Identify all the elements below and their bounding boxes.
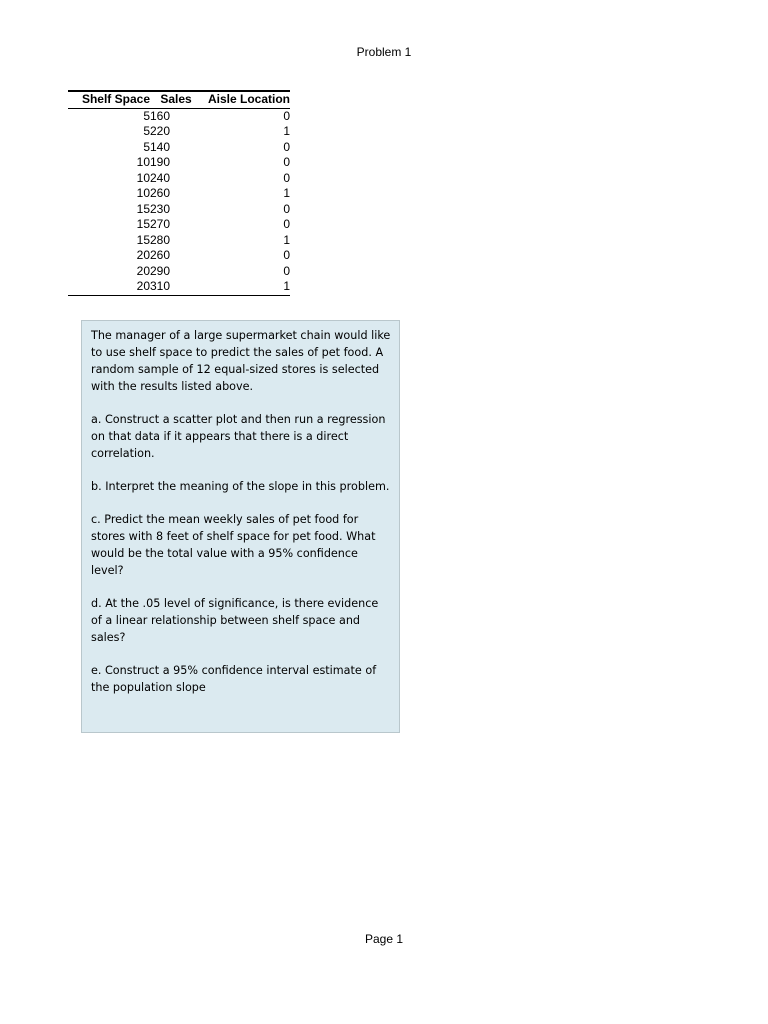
cell-sales: 160 [150,108,171,123]
cell-shelf-space: 15 [136,217,150,231]
table-header-row [68,91,290,108]
table-row [68,248,290,264]
cell-sales: 240 [150,170,171,185]
cell-aisle-location: 0 [283,155,290,169]
cell-aisle-location: 0 [283,263,290,278]
cell-sales: 280 [150,232,171,247]
table-row [68,155,290,171]
cell-aisle-location: 0 [283,217,290,231]
cell-aisle-location: 1 [283,124,290,138]
problem-text-box [81,320,400,733]
table-row [68,202,290,218]
cell-shelf-space: 5 [143,139,150,154]
table-row [68,140,290,156]
problem-intro: The manager of a large supermarket chain would like to use shelf space to predict the sales of pet food. A random sample of 12 equal-sized stores is selected with the results listed above. [91,329,391,393]
cell-sales: 290 [150,263,171,278]
cell-aisle-location: 1 [202,279,290,295]
cell-aisle-location: 0 [283,201,290,216]
question-c: c. Predict the mean weekly sales of pet food for stores with 8 feet of shelf space for pet food. What would be the total value with a 95% confidence level? [91,513,376,577]
cell-shelf-space: 15 [136,201,150,216]
cell-aisle-location: 1 [283,232,290,247]
cell-sales: 260 [150,186,171,200]
data-table [68,90,290,296]
cell-shelf-space: 20 [136,248,150,262]
question-d: d. At the .05 level of significance, is there evidence of a linear relationship between shelf space and sales? [91,597,379,644]
question-a: a. Construct a scatter plot and then run a regression on that data if it appears that there is a direct correlation. [91,413,386,460]
cell-sales: 230 [150,201,171,216]
question-e: e. Construct a 95% confidence interval estimate of the population slope [91,664,377,694]
cell-shelf-space: 20 [136,263,150,278]
table-row [68,217,290,233]
question-b: b. Interpret the meaning of the slope in this problem. [91,480,390,493]
cell-sales: 140 [150,139,171,154]
cell-shelf-space: 5 [143,124,150,138]
cell-shelf-space: 20 [68,279,150,295]
page-title: Problem 1 [356,45,412,59]
cell-sales: 310 [150,279,202,295]
cell-shelf-space: 15 [136,232,150,247]
cell-aisle-location: 0 [283,248,290,262]
table-row [68,264,290,280]
cell-shelf-space: 10 [136,170,150,185]
header-shelf-space: Shelf Space [68,91,150,108]
cell-sales: 220 [150,124,171,138]
cell-shelf-space: 10 [136,155,150,169]
page-footer: Page 1 [364,932,404,946]
header-aisle-location: Aisle Location [202,91,290,108]
cell-aisle-location: 0 [283,139,290,154]
header-sales: Sales [150,91,202,108]
table-row [68,108,290,124]
cell-aisle-location: 0 [283,108,290,123]
cell-sales: 190 [150,155,171,169]
cell-sales: 260 [150,248,171,262]
cell-aisle-location: 0 [283,170,290,185]
table-row [68,171,290,187]
table-row [68,124,290,140]
table-row [68,233,290,249]
table-row [68,186,290,202]
cell-shelf-space: 5 [143,108,150,123]
cell-sales: 270 [150,217,171,231]
cell-shelf-space: 10 [136,186,150,200]
cell-aisle-location: 1 [283,186,290,200]
table-row [68,279,290,295]
